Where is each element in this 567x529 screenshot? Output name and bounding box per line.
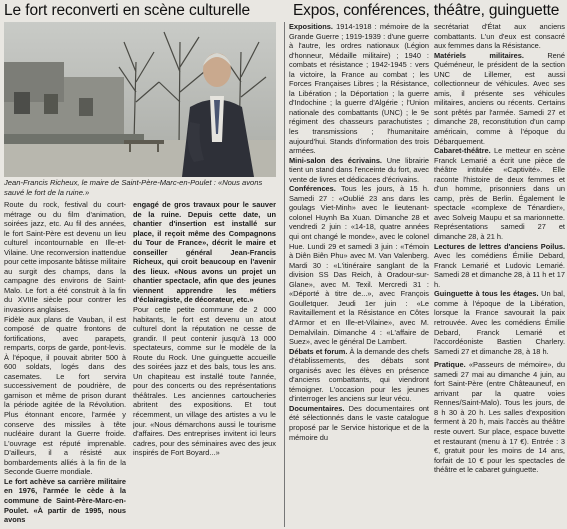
section-lead: Pratique. [434, 360, 466, 370]
mayor-photo-illustration [4, 22, 276, 177]
left-article-column-2 [133, 200, 276, 528]
section-lead: Conférences. [289, 184, 336, 194]
section-text: «Passeurs de mémoire», du samedi 27 mai au dimanche 4 juin, au fort Saint-Père (entre Châteauneuf, en arrivant par la quatre voies Rennes/Saint-Malo). Tous les jours, de 8 h 30 à 20 h. Les salles d'exposition ferment à 20 h, mais l'accès au théâtre reste ouvert. Sur place, espace buvette et restaurant (menu à 17 €). Entrée : 3 €, gratuit pour les moins de 14 ans, forfait de 10 € pour les spectacles de théâtre et le cabaret guinguette. [434, 360, 565, 475]
section-lead: Matériels militaires. [434, 50, 524, 60]
right-article-column-1 [289, 22, 429, 528]
paragraph [289, 184, 429, 346]
paragraph: Le fort achève sa carrière militaire en 1976, l'armée le cède à la commune de Saint-Père-Marc-en-Poulet. «À partir de 1995, nous avons [4, 476, 126, 525]
section-text: Une librairie tient un stand dans l'enceinte du fort, avec vente de livres et dédicaces d'écrivains. [289, 155, 429, 184]
section-text: Un bal, comme à l'époque de la Libération, lorsque la France savourait la paix retrouvée. Avec les comédiens Émilie Debard, Franck Lemarié et l'accordéoniste Bastien Charlery. Samedi 27 et dimanche 28, à 18 h. [434, 289, 565, 356]
paragraph [434, 289, 565, 356]
left-headline: Le fort reconverti en scène culturelle [4, 2, 251, 19]
paragraph: Route du rock, festival du court-métrage ou du film d'animation, soirées jazz, etc. Au fil des années, le fort Saint-Père est devenu un lieu culturel incontournable en Ille-et-Vilaine. Une reconversion inattendue pour cette imposante bâtisse militaire au surgit des champs, dans la campagne des environs de Saint-Malo. Le fort a été construit à la fin du XVIIIe siècle pour contrer les invasions anglaises. [4, 200, 126, 315]
paragraph: Pour cette petite commune de 2 000 habitants, le fort est devenu un atout culturel dont la réputation ne cesse de grandir. Il peut contenir jusqu'à 13 000 spectateurs, comme sur le modèle de la Route du Rock. Une guinguette accueille des soirées jazz et des bals, tous les ans. Un chapiteau est installé toute l'année, pour des concerts ou des représentations théâtrales. Les anciennes cartoucheries abritent des expositions. Et tout récemment, un village des artistes a vu le jour. «Nous démarchons aussi le tourisme d'affaires. Des entreprises invitent ici leurs cadres, pour des séminaires avec des jeux inspirés de Fort Boyard...» [133, 305, 276, 458]
section-text: Le metteur en scène Franck Lemarié a écrit une pièce de théâtre intitulée «Captivité». Elle raconte l'histoire de deux femmes et d'un homme, prisonniers dans un camp, près de Berlin. Également le spectacle «complexe de Ténardier», avec Solveig Maupu et sa marionnette. Représentations samedi 27 et dimanche 28, à 21 h. [434, 146, 565, 242]
section-text: secrétariat d'État aux anciens combattants. L'un d'eux est consacré aux femmes dans la Résistance. [434, 22, 565, 51]
section-lead: Guinguette à tous les étages. [434, 289, 539, 299]
column-divider [284, 22, 285, 527]
paragraph [289, 156, 429, 185]
section-text: À la demande des chefs d'établissements, des débats sont organisés avec les élèves en présence d'anciens combattants, qui viendront témoigner. L'occasion pour les jeunes d'interroger les anciens sur leur vécu. [289, 346, 429, 404]
section-text: René Quéméneur, le président de la section UNC de Lillemer, est aussi collectionneur de véhicules. Avec ses amis, il présente ses véhicules militaires, anciens ou récents. Certains sont prêtés par l'armée. Samedi 27 et dimanche 28, reconstitution d'un camp américain, comme à l'époque du Débarquement. [434, 50, 565, 146]
paragraph [434, 51, 565, 146]
section-lead: Lectures de lettres d'anciens Poilus. [434, 241, 565, 251]
paragraph [289, 404, 429, 442]
paragraph [289, 347, 429, 404]
section-text: Tous les jours, à 15 h. Samedi 27 : «Oublié 23 ans dans les goulags Viet-Minh» avec le lieutenant-colonel Huynh Ba Xuan. Dimanche 28 et vendredi 2 juin : «14-18, quatre années qui ont changé le monde», avec le colonel Hue. Lundi 29 et samedi 3 juin : «Témoin à Diên Biên Phu» avec M. Van Valenberg. Mardi 30 : «L'itinéraire sanglant de la division SS Das Reich, à Oradour-sur-Glane», avec M. Texil. Mercredi 31 : «Déporté à titre de...», avec François Goulletquer. Jeudi 1er juin : «Le Ravitaillement et la Résistance en Côtes d'Armor et en Ille-et-Vilaine», avec M. Demalvilain. Dimanche 4 : «L'affaire de Suez», avec le général De Lambert. [289, 184, 429, 347]
paragraph [434, 360, 565, 475]
section-lead: Mini-salon des écrivains. [289, 155, 382, 165]
right-headline: Expos, conférences, théâtre, guinguette [293, 2, 560, 19]
left-article-column-1 [4, 200, 126, 528]
paragraph: Fidèle aux plans de Vauban, il est composé de quatre frontons de fortifications, avec parapets, remparts, corps de garde, pont-levis. À l'époque, il pouvait abriter 500 à 600 soldats, logés dans des casemates. Le fort servira successivement de poudrière, de garnison et même de prison durant la période agitée de la Révolution. Plus étonnant encore, l'armée y conserve des missiles à tête nucléaire durant la Guerre froide. L'ouvrage est réputé imprenable. D'ailleurs, il a résisté aux bombardements alliés à la fin de la Seconde Guerre mondiale. [4, 314, 126, 477]
paragraph: engagé de gros travaux pour le sauver de la ruine. Depuis cette date, un chantier d'insertion est installé sur place, il reçoit même des Compagnons du Tour de France», décrit le maire et conseiller général Jean-Francis Richeux, qui croit beaucoup en l'avenir des lieux. «Nous avons un projet un chantier spectacle, afin que des jeunes viennent apprendre les métiers d'éclairagiste, de décorateur, etc.» [133, 200, 276, 305]
section-lead: Cabaret-théâtre. [434, 146, 491, 156]
photo-caption: Jean-Francis Richeux, le maire de Saint-Père-Marc-en-Poulet : «Nous avons sauvé le fort de la ruine.» [4, 178, 263, 197]
mayor-photo [4, 22, 276, 177]
paragraph [434, 22, 565, 51]
section-lead: Débats et forum. [289, 346, 348, 356]
paragraph [289, 22, 429, 156]
section-text: Des documentaires ont été sélectionnés dans le vaste catalogue proposé par le Service historique et de la mémoire du [289, 403, 429, 442]
paragraph [434, 242, 565, 290]
section-text: 1914-1918 : mémoire de la Grande Guerre ; 1919-1939 : d'une guerre à l'autre, les ordres nationaux (Légion d'honneur, Médaille militaire) ; 1940 : combats et résistance ; 1942-1945 : vers la victoire, la France au combat ; les Forces Françaises Libres ; la Résistance, la Libération ; la Déportation ; la guerre d'Indochine ; la guerre d'Algérie ; l'Union nationale des combattants (UNC) ; le 9e régiment des chasseurs parachutistes ; les transmissions ; l'humanitaire aujourd'hui. Stands d'information des trois armées. [289, 22, 429, 156]
paragraph [434, 146, 565, 241]
section-text: Avec les comédiens Émilie Debard, Franck Lemarié et Ludovic Lemarié. Samedi 28 et dimanche 28, à 11 h et 17 h. [434, 251, 565, 289]
section-lead: Expositions. [289, 22, 333, 31]
section-lead: Documentaires. [289, 403, 345, 413]
right-article-column-2 [434, 22, 565, 528]
